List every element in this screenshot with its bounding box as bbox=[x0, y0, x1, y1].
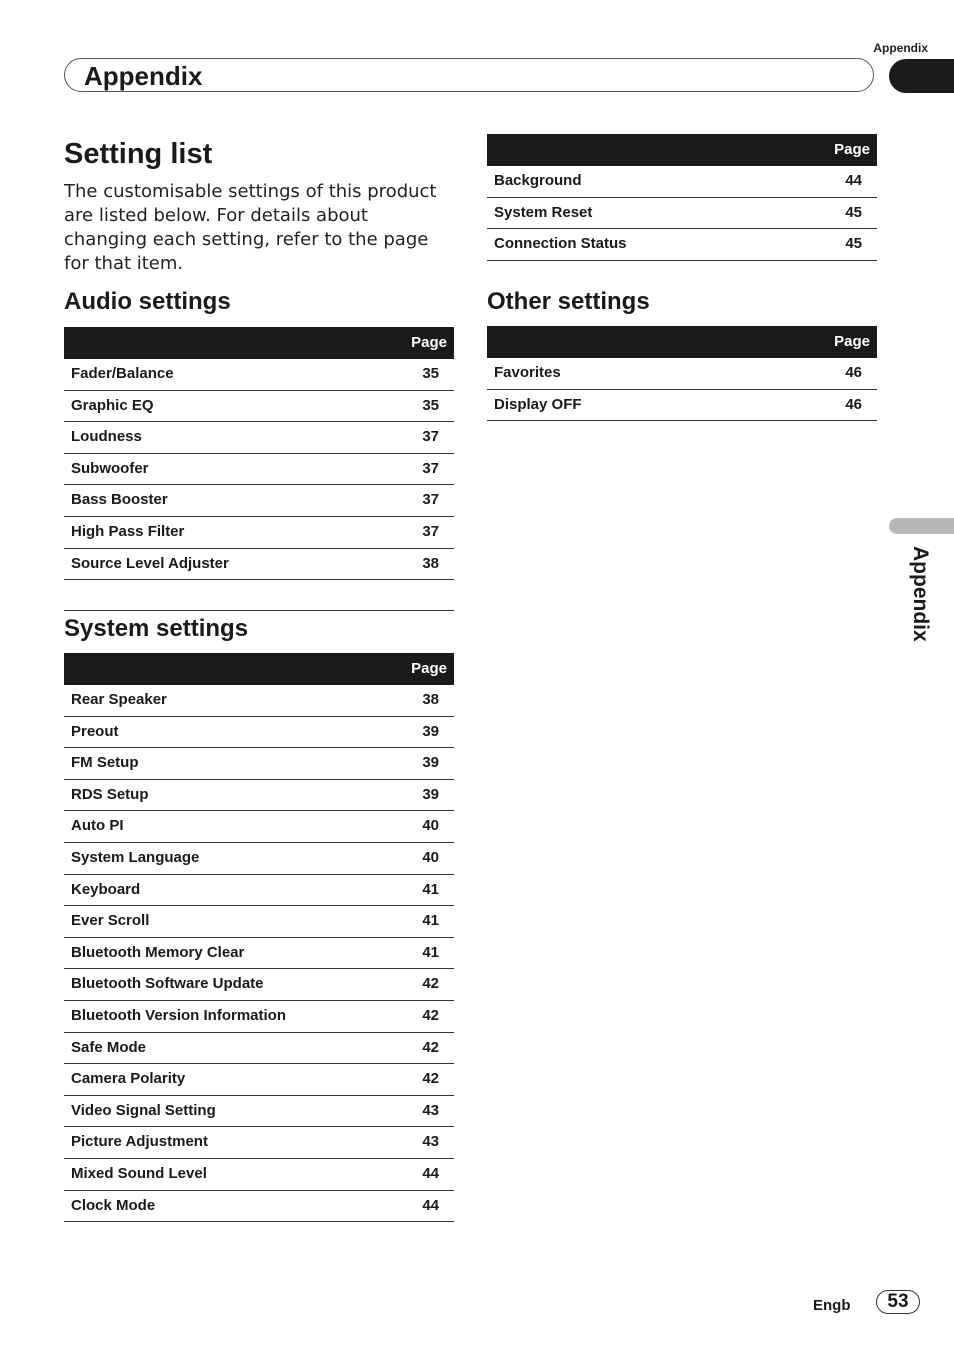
setting-name: Subwoofer bbox=[71, 459, 149, 477]
setting-name: Camera Polarity bbox=[71, 1070, 186, 1088]
page-ref: 41 bbox=[422, 912, 439, 930]
edge-tab-marker bbox=[889, 59, 954, 93]
page-ref: 40 bbox=[422, 848, 439, 866]
setting-name: Rear Speaker bbox=[71, 691, 167, 708]
setting-name: Keyboard bbox=[71, 880, 141, 898]
page-title: Setting list bbox=[64, 138, 213, 170]
table-row bbox=[64, 717, 454, 749]
table-row bbox=[64, 685, 454, 717]
table-header bbox=[64, 327, 454, 359]
setting-name: RDS Setup bbox=[71, 785, 149, 803]
table-row bbox=[64, 517, 454, 549]
table-row bbox=[64, 1127, 454, 1159]
setting-name: Graphic EQ bbox=[71, 396, 154, 414]
table-row bbox=[64, 1064, 454, 1096]
page-ref: 39 bbox=[422, 722, 439, 740]
table-row bbox=[487, 390, 877, 422]
page-ref: 42 bbox=[422, 1006, 439, 1024]
page-ref: 41 bbox=[422, 943, 439, 961]
setting-name: System Language bbox=[71, 848, 200, 866]
table-row bbox=[64, 780, 454, 812]
setting-name: Background bbox=[494, 172, 582, 189]
page-ref: 45 bbox=[845, 235, 862, 253]
page-column-header: Page bbox=[411, 334, 447, 351]
page-ref: 38 bbox=[422, 554, 439, 572]
table-row bbox=[64, 938, 454, 970]
table-header bbox=[487, 134, 877, 166]
table-header bbox=[64, 653, 454, 685]
setting-name: Preout bbox=[71, 722, 119, 740]
page-ref: 42 bbox=[422, 1038, 439, 1056]
setting-name: Video Signal Setting bbox=[71, 1101, 216, 1119]
setting-name: System Reset bbox=[494, 203, 593, 221]
page-ref: 39 bbox=[422, 754, 439, 772]
setting-name: Auto PI bbox=[71, 817, 124, 835]
intro-paragraph: The customisable settings of this product are listed below. For details about changing each setting, refer to the page for that item. bbox=[64, 181, 437, 274]
page-ref: 43 bbox=[422, 1101, 439, 1119]
section-banner bbox=[64, 58, 874, 92]
table-row bbox=[64, 843, 454, 875]
page-ref: 39 bbox=[422, 785, 439, 803]
page-ref: 46 bbox=[845, 395, 862, 413]
setting-name: Ever Scroll bbox=[71, 912, 150, 930]
setting-name: Display OFF bbox=[494, 395, 582, 413]
setting-name: Bass Booster bbox=[71, 491, 168, 509]
page-ref: 44 bbox=[422, 1164, 439, 1182]
setting-name: Bluetooth Memory Clear bbox=[71, 943, 245, 961]
page-ref: 44 bbox=[422, 1196, 439, 1214]
page-ref: 41 bbox=[422, 880, 439, 898]
page-ref: 45 bbox=[845, 203, 862, 221]
setting-name: Loudness bbox=[71, 428, 142, 446]
page-ref: 37 bbox=[422, 491, 439, 509]
table-row bbox=[64, 1001, 454, 1033]
table-row bbox=[64, 485, 454, 517]
table-row bbox=[487, 229, 877, 261]
table-row bbox=[64, 422, 454, 454]
language-code: Engb bbox=[813, 1297, 851, 1314]
side-tab-label: Appendix bbox=[909, 546, 932, 642]
setting-name: Connection Status bbox=[494, 235, 627, 253]
table-row bbox=[64, 1191, 454, 1223]
table-row bbox=[64, 549, 454, 581]
table-row bbox=[64, 748, 454, 780]
page-ref: 43 bbox=[422, 1133, 439, 1151]
page-ref: 37 bbox=[422, 522, 439, 540]
page-number: 53 bbox=[876, 1290, 920, 1314]
page-ref: 37 bbox=[422, 459, 439, 477]
setting-name: Bluetooth Software Update bbox=[71, 975, 264, 993]
table-row bbox=[64, 811, 454, 843]
table-row bbox=[64, 969, 454, 1001]
page-ref: 44 bbox=[845, 172, 862, 189]
other-settings-heading: Other settings bbox=[487, 288, 650, 315]
setting-name: Picture Adjustment bbox=[71, 1133, 208, 1151]
page-column-header: Page bbox=[411, 660, 447, 677]
table-row bbox=[487, 166, 877, 198]
page-ref: 46 bbox=[845, 364, 862, 381]
page-ref: 38 bbox=[422, 691, 439, 708]
table-row bbox=[487, 358, 877, 390]
setting-name: Safe Mode bbox=[71, 1038, 147, 1056]
table-row bbox=[487, 198, 877, 230]
setting-name: Clock Mode bbox=[71, 1196, 156, 1214]
system-settings-continued-table bbox=[487, 134, 877, 261]
running-head: Appendix bbox=[873, 41, 928, 55]
table-header bbox=[487, 326, 877, 358]
setting-name: Source Level Adjuster bbox=[71, 554, 229, 572]
setting-name: Fader/Balance bbox=[71, 365, 174, 382]
page-ref: 37 bbox=[422, 428, 439, 446]
section-title: Appendix bbox=[84, 61, 203, 91]
page-column-header: Page bbox=[834, 333, 870, 350]
other-settings-table bbox=[487, 326, 877, 421]
table-row bbox=[64, 391, 454, 423]
setting-name: Favorites bbox=[494, 364, 561, 381]
system-settings-table bbox=[64, 653, 454, 1222]
page-ref: 42 bbox=[422, 975, 439, 993]
page-ref: 42 bbox=[422, 1070, 439, 1088]
audio-settings-heading: Audio settings bbox=[64, 288, 231, 315]
table-row bbox=[64, 1159, 454, 1191]
page-ref: 35 bbox=[422, 396, 439, 414]
table-row bbox=[64, 359, 454, 391]
table-row bbox=[64, 454, 454, 486]
setting-name: Bluetooth Version Information bbox=[71, 1006, 287, 1024]
page-ref: 40 bbox=[422, 817, 439, 835]
section-divider bbox=[64, 610, 454, 611]
setting-name: FM Setup bbox=[71, 754, 139, 772]
table-row bbox=[64, 875, 454, 907]
setting-name: Mixed Sound Level bbox=[71, 1164, 207, 1182]
table-row bbox=[64, 1033, 454, 1065]
table-row bbox=[64, 906, 454, 938]
system-settings-heading: System settings bbox=[64, 615, 249, 642]
audio-settings-table bbox=[64, 327, 454, 580]
page-ref: 35 bbox=[422, 365, 439, 382]
page-column-header: Page bbox=[834, 141, 870, 158]
side-tab-marker bbox=[889, 518, 954, 534]
table-row bbox=[64, 1096, 454, 1128]
setting-name: High Pass Filter bbox=[71, 522, 185, 540]
